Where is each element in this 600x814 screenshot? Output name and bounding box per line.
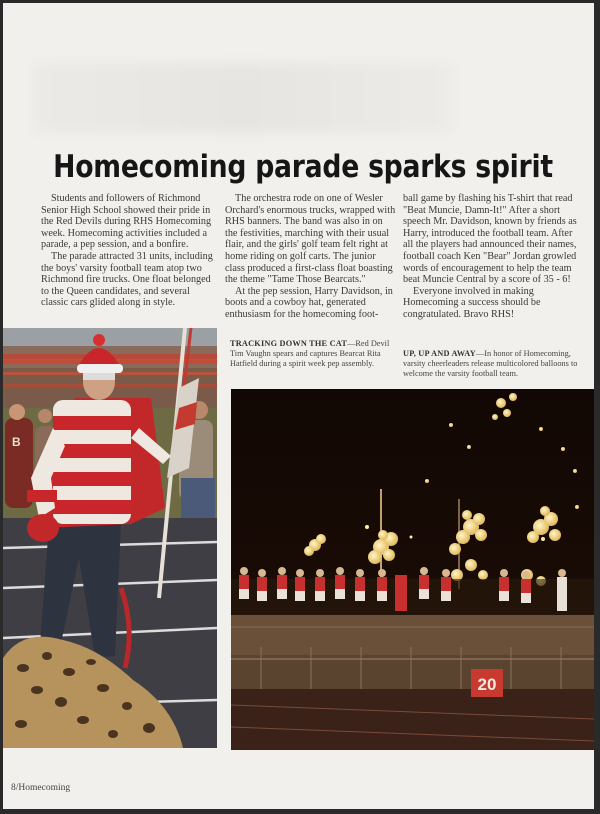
page-folio: 8/Homecoming [11, 783, 71, 793]
caption-lead: UP, UP AND AWAY [403, 349, 476, 358]
body-paragraph: The orchestra rode on one of Wesler Orchard's enormous trucks, wrapped with RHS banners. The band was also in on the festivities, marching with their usual flair, and the girls' golf team felt right at home riding on golf carts. The junior class produced a first-class float boasting the theme "Tame Those Bearcats." [225, 193, 396, 286]
jersey-letter: B [12, 435, 21, 449]
caption-right [403, 349, 583, 379]
body-column-2 [225, 193, 397, 321]
body-paragraph: Students and followers of Richmond Senior High School showed their pride in the Red Devils during RHS Homecoming week. Homecoming activities included a parade, a pep session, and a bonfire. [41, 193, 212, 251]
caption-text: —Red Devil Tim Vaughn spears and captures Bearcat Rita Hatfield during a spirit week pep assembly. [230, 339, 390, 368]
caption-text: —In honor of Homecoming, varsity cheerleaders release multicolored balloons to welcome the varsity football team. [403, 349, 578, 378]
photo-red-devil-mascot [3, 328, 217, 748]
body-paragraph: At the pep session, Harry Davidson, in boots and a cowboy hat, generated enthusiasm for the homecoming foot- [225, 285, 393, 320]
page-headline: Homecoming parade sparks spirit [53, 149, 553, 185]
body-column-1 [41, 193, 217, 309]
body-paragraph: Everyone involved in making Homecoming a success should be congratulated. Bravo RHS! [403, 285, 541, 320]
body-paragraph: The parade attracted 31 units, including the boys' varsity football team atop two Richmond fire trucks. One float belonged to the Queen candidates, and several classic cars glided along in style. [41, 250, 213, 309]
caption-lead: TRACKING DOWN THE CAT [230, 339, 348, 348]
photo-balloon-release [231, 389, 594, 750]
bleed-through-shadow [33, 63, 453, 133]
yearbook-page [3, 3, 594, 809]
body-paragraph: ball game by flashing his T-shirt that read "Beat Muncie, Damn-It!" After a short speech Mr. Davidson, known by friends as Harry, introduced the football team. After all the players had announced their names, football coach Ken "Bear" Jordan growled words of encouragement to help the team beat Muncie Central by a score of 35 - 6! [403, 193, 577, 286]
yard-marker-number: 20 [477, 675, 497, 694]
body-column-3 [403, 193, 581, 321]
caption-left [230, 339, 398, 369]
